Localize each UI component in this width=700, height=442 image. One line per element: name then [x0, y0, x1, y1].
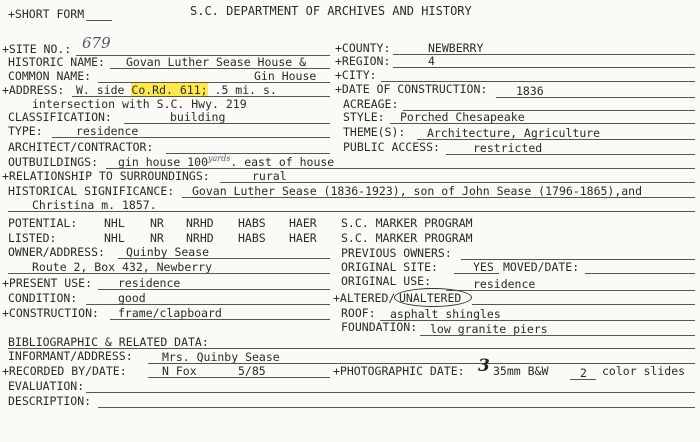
- evaluation-label: EVALUATION:: [8, 379, 85, 393]
- style-value: Porched Chesapeake: [400, 110, 525, 124]
- listed-haer: HAER: [289, 231, 317, 245]
- recorded-date: 5/85: [238, 364, 266, 378]
- themes-label: THEME(S):: [343, 125, 406, 139]
- historic-name-value: Govan Luther Sease House &: [126, 55, 307, 69]
- previous-owners-label: PREVIOUS OWNERS:: [341, 246, 452, 260]
- public-access-label: PUBLIC ACCESS:: [343, 140, 440, 154]
- informant-value: Mrs. Quinby Sease: [162, 350, 280, 364]
- condition-value: good: [118, 291, 146, 305]
- relationship-label: +RELATIONSHIP TO SURROUNDINGS:: [2, 169, 210, 183]
- photo-bw-label: 35mm B&W: [493, 364, 549, 378]
- region-label: +REGION:: [335, 54, 391, 68]
- potential-nhl: NHL: [104, 216, 125, 230]
- foundation-value: low granite piers: [430, 322, 548, 336]
- owner-line2: Route 2, Box 432, Newberry: [32, 260, 213, 274]
- themes-value: Architecture, Agriculture: [427, 126, 601, 140]
- address-label: +ADDRESS:: [2, 83, 65, 97]
- bibliographic-label: BIBLIOGRAPHIC & RELATED DATA:: [8, 335, 209, 349]
- potential-haer: HAER: [289, 216, 317, 230]
- construction-value: frame/clapboard: [118, 306, 222, 320]
- relationship-value: rural: [252, 169, 287, 183]
- classification-label: CLASSIFICATION:: [8, 110, 112, 124]
- photographic-date-label: +PHOTOGRAPHIC DATE:: [333, 364, 465, 378]
- potential-nrhd: NRHD: [186, 216, 214, 230]
- listed-habs: HABS: [238, 231, 266, 245]
- potential-habs: HABS: [238, 216, 266, 230]
- unaltered-label: UNALTERED: [399, 291, 462, 305]
- roof-value: asphalt shingles: [390, 307, 501, 321]
- original-site-value: YES: [473, 260, 494, 274]
- recorded-label: +RECORDED BY/DATE:: [2, 364, 127, 378]
- significance-label: HISTORICAL SIGNIFICANCE:: [8, 184, 175, 198]
- construction-label: +CONSTRUCTION:: [2, 306, 99, 320]
- common-name-label: COMMON NAME:: [8, 69, 92, 83]
- outbuildings-label: OUTBUILDINGS:: [8, 155, 99, 169]
- outbuildings-text: gin house 100: [118, 155, 209, 169]
- address-pre: W. side: [76, 83, 125, 97]
- site-no-value: 679: [82, 34, 111, 52]
- significance-line2: Christina m. 1857.: [32, 198, 157, 212]
- original-use-label: ORIGINAL USE:: [341, 274, 432, 288]
- address-highlight: Co.Rd. 611;: [131, 83, 208, 97]
- public-access-value: restricted: [473, 141, 543, 155]
- address-post: .5 mi. s.: [214, 83, 277, 97]
- informant-label: INFORMANT/ADDRESS:: [8, 349, 133, 363]
- owner-label: OWNER/ADDRESS:: [8, 245, 105, 259]
- acreage-label: ACREAGE:: [343, 97, 399, 111]
- moved-date-label: MOVED/DATE:: [503, 260, 580, 274]
- outbuildings-tail: . east of house: [230, 155, 335, 169]
- recorded-by: N Fox: [162, 364, 197, 378]
- photo-color-label: color slides: [602, 364, 686, 378]
- original-site-label: ORIGINAL SITE:: [341, 260, 438, 274]
- present-use-label: +PRESENT USE:: [2, 276, 93, 290]
- common-name-value: Gin House: [254, 69, 317, 83]
- type-value: residence: [76, 124, 139, 138]
- city-label: +CITY:: [335, 68, 377, 82]
- roof-label: ROOF:: [341, 306, 376, 320]
- listed-nhl: NHL: [104, 231, 125, 245]
- foundation-label: FOUNDATION:: [341, 320, 418, 334]
- photo-count-bw: 3: [478, 356, 490, 376]
- listed-nr: NR: [150, 231, 164, 245]
- potential-marker: S.C. MARKER PROGRAM: [341, 216, 473, 230]
- short-form-line: [86, 20, 112, 21]
- significance-line1: Govan Luther Sease (1836-1923), son of John Sease (1796-1865),and: [192, 184, 643, 198]
- potential-nr: NR: [150, 216, 164, 230]
- address-line2: intersection with S.C. Hwy. 219: [32, 97, 247, 111]
- original-use-value: residence: [473, 277, 536, 291]
- classification-value: building: [170, 110, 226, 124]
- date-construction-label: +DATE OF CONSTRUCTION:: [335, 82, 488, 96]
- style-label: STYLE:: [343, 110, 385, 124]
- form-title: S.C. DEPARTMENT OF ARCHIVES AND HISTORY: [190, 4, 472, 18]
- photo-count-color: 2: [580, 366, 587, 380]
- county-value: NEWBERRY: [428, 41, 484, 55]
- listed-marker: S.C. MARKER PROGRAM: [341, 231, 473, 245]
- owner-value: Quinby Sease: [126, 245, 210, 259]
- county-label: +COUNTY:: [335, 41, 391, 55]
- potential-label: POTENTIAL:: [8, 216, 78, 230]
- outbuildings-note: yards: [208, 154, 231, 163]
- listed-label: LISTED:: [8, 231, 57, 245]
- architect-label: ARCHITECT/CONTRACTOR:: [8, 140, 154, 154]
- present-use-value: residence: [118, 276, 181, 290]
- unaltered-circle: [394, 288, 472, 307]
- listed-nrhd: NRHD: [186, 231, 214, 245]
- short-form-label: +SHORT FORM: [8, 7, 85, 21]
- description-label: DESCRIPTION:: [8, 394, 92, 408]
- condition-label: CONDITION:: [8, 291, 78, 305]
- historic-name-label: HISTORIC NAME:: [8, 55, 105, 69]
- type-label: TYPE:: [8, 124, 43, 138]
- site-no-label: +SITE NO.:: [2, 42, 72, 56]
- date-construction-value: 1836: [516, 84, 544, 98]
- altered-label: +ALTERED/: [333, 291, 396, 305]
- region-value: 4: [428, 54, 435, 68]
